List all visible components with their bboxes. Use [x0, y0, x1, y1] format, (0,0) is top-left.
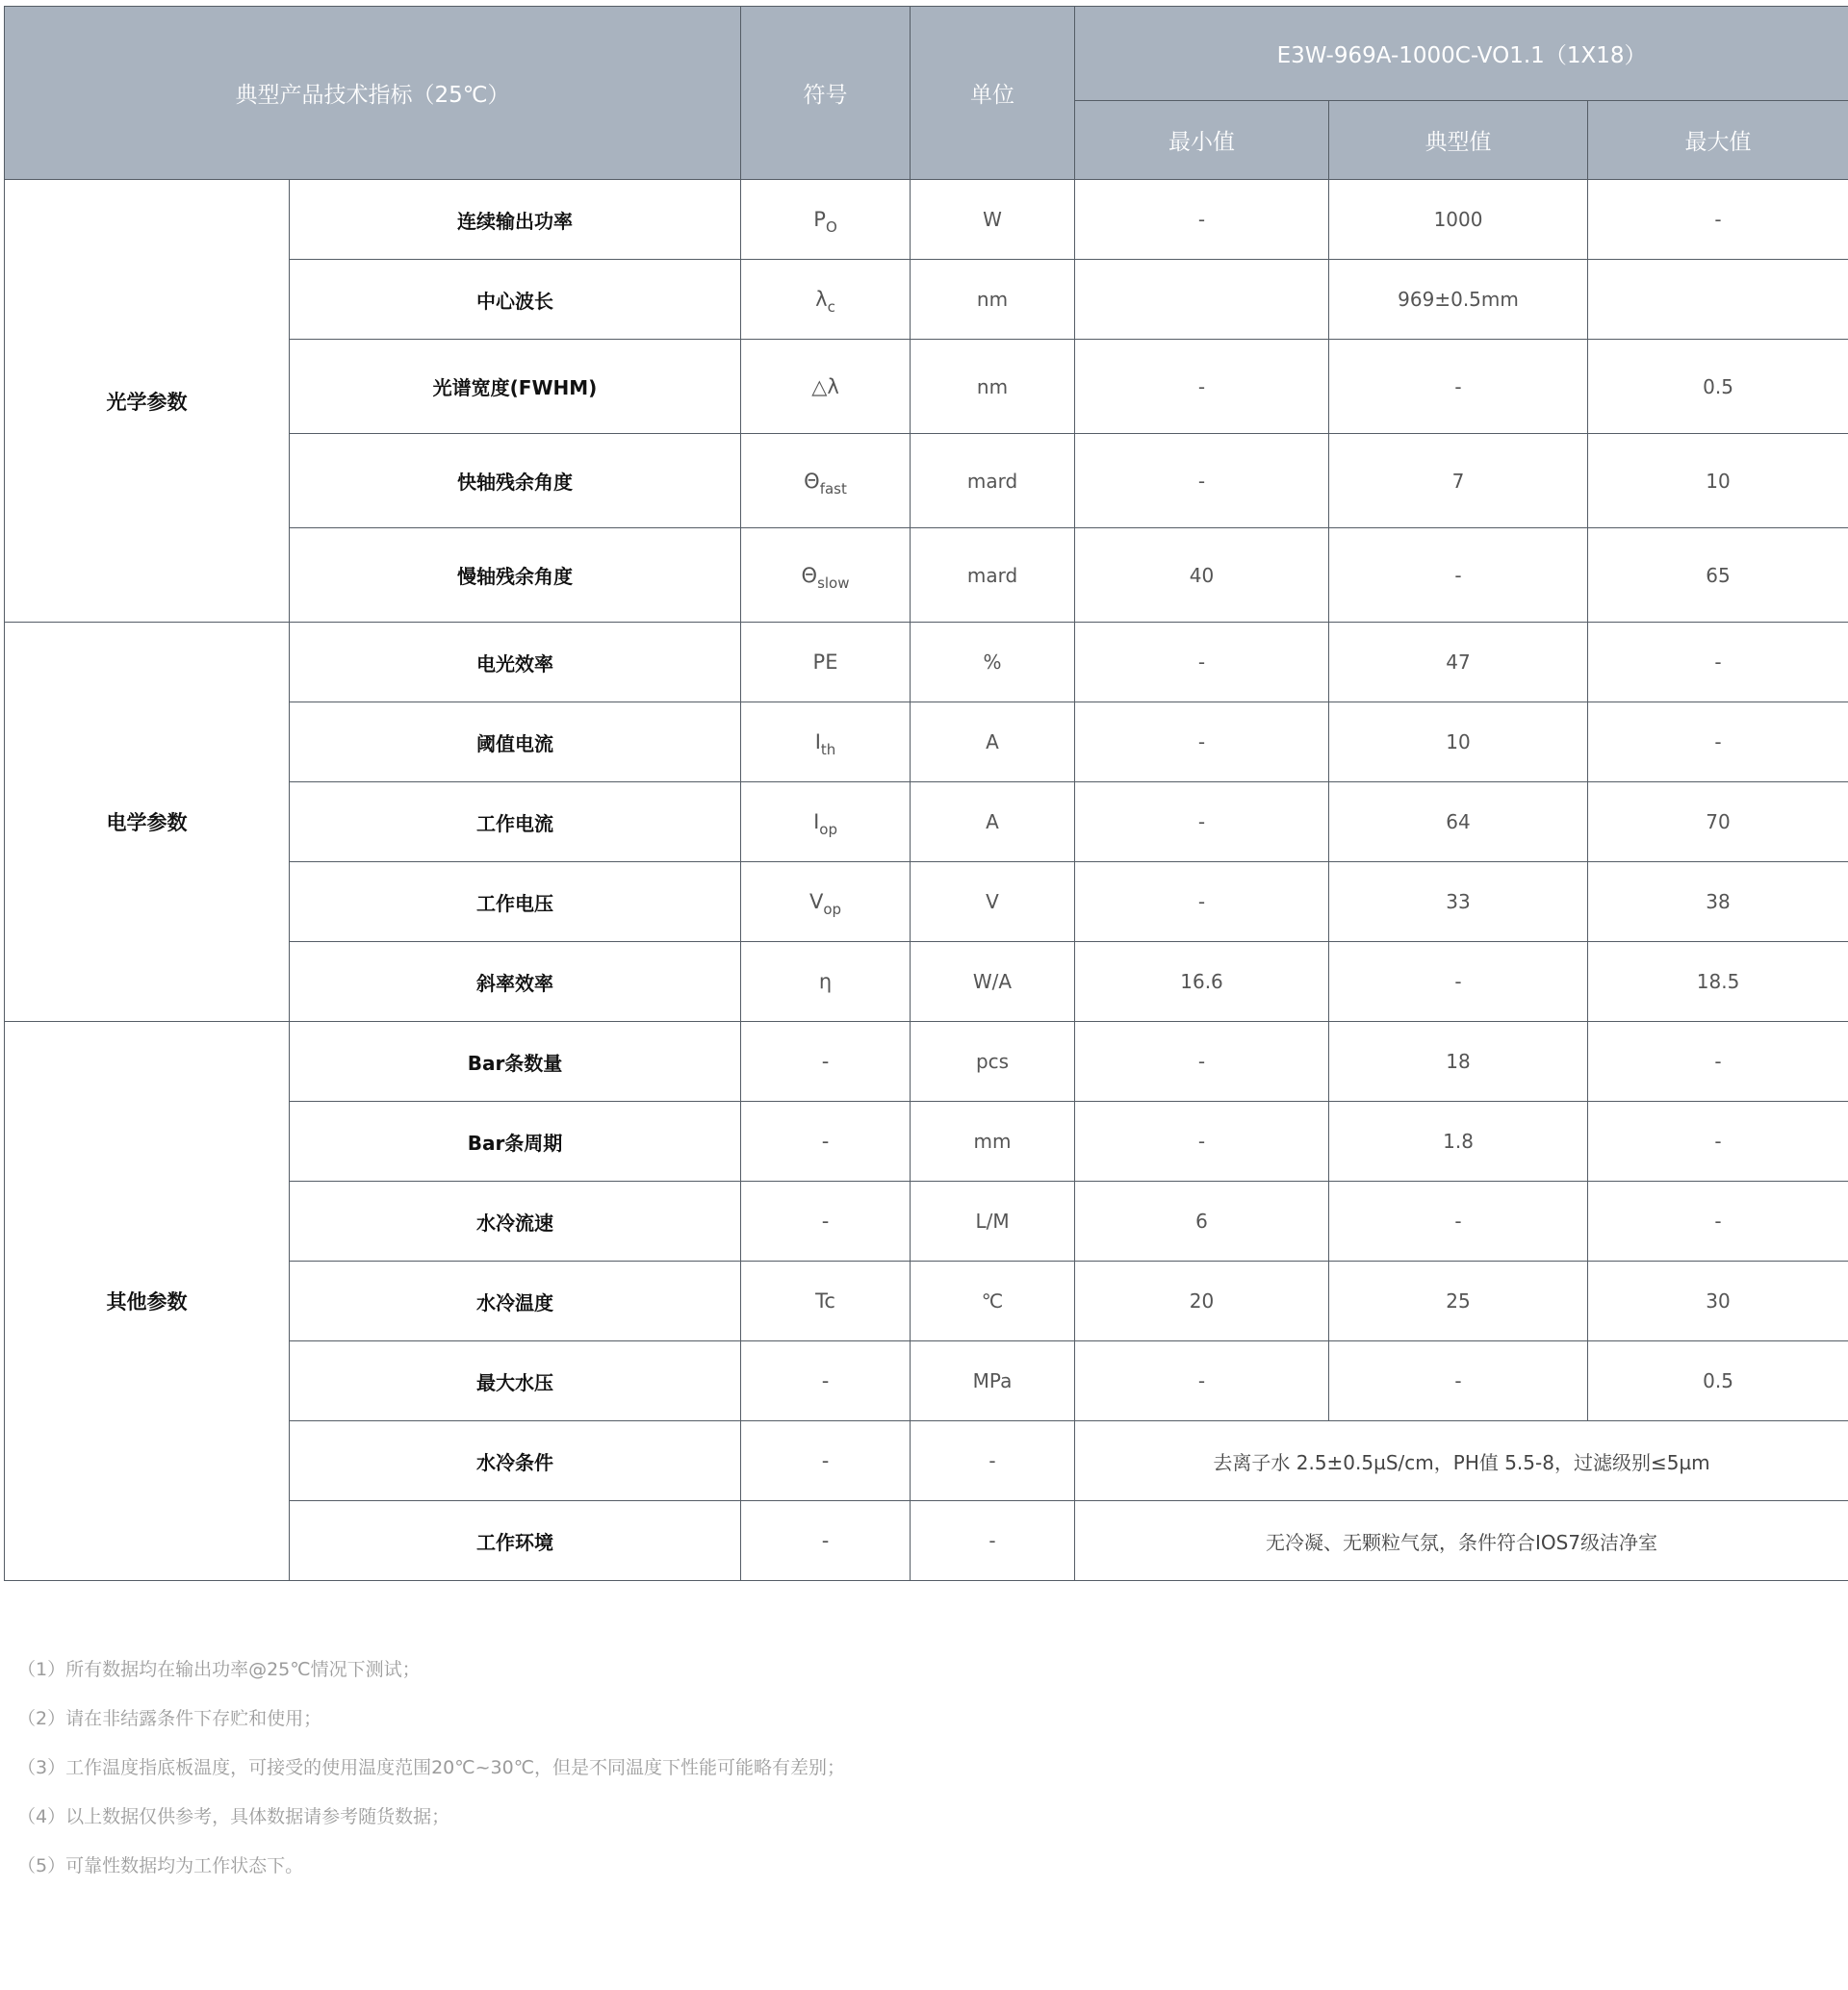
typ-cell: 7: [1329, 434, 1588, 528]
unit-cell: ℃: [911, 1262, 1075, 1341]
min-cell: 40: [1075, 528, 1329, 623]
symbol-cell: [741, 340, 911, 434]
symbol-main: Tc: [815, 1289, 835, 1313]
symbol-subscript: op: [819, 821, 837, 838]
symbol-main: η: [818, 970, 833, 993]
min-cell: -: [1075, 1102, 1329, 1182]
param-name: 电光效率: [290, 623, 741, 702]
typ-cell: -: [1329, 528, 1588, 623]
typ-cell: 969±0.5mm: [1329, 260, 1588, 340]
symbol-main: V: [808, 890, 824, 913]
unit-cell: A: [911, 782, 1075, 862]
param-name: 水冷流速: [290, 1182, 741, 1262]
typ-cell: 10: [1329, 702, 1588, 782]
param-name: 最大水压: [290, 1341, 741, 1421]
param-name: 工作电压: [290, 862, 741, 942]
min-cell: -: [1075, 434, 1329, 528]
table-row: [5, 623, 1848, 702]
unit-cell: -: [911, 1501, 1075, 1581]
unit-cell: MPa: [911, 1341, 1075, 1421]
param-name: 工作环境: [290, 1501, 741, 1581]
unit-cell: nm: [911, 260, 1075, 340]
typ-cell: 47: [1329, 623, 1588, 702]
unit-cell: mard: [911, 528, 1075, 623]
spec-table: [4, 6, 1848, 1581]
unit-cell: %: [911, 623, 1075, 702]
typ-cell: 33: [1329, 862, 1588, 942]
max-cell: -: [1588, 623, 1848, 702]
note-line: （3）工作温度指底板温度，可接受的使用温度范围20℃~30℃，但是不同温度下性能可能略有差别；: [17, 1757, 846, 1778]
param-name: 慢轴残余角度: [290, 528, 741, 623]
unit-cell: L/M: [911, 1182, 1075, 1262]
note-line: （5）可靠性数据均为工作状态下。: [17, 1855, 304, 1876]
param-name: 斜率效率: [290, 942, 741, 1022]
unit-cell: W/A: [911, 942, 1075, 1022]
typ-cell: 1.8: [1329, 1102, 1588, 1182]
water-cooling-condition: 去离子水 2.5±0.5µS/cm，PH值 5.5-8，过滤级别≤5µm: [1075, 1421, 1848, 1501]
symbol-cell: [741, 623, 911, 702]
max-cell: 30: [1588, 1262, 1848, 1341]
symbol-subscript: op: [823, 901, 842, 918]
min-cell: -: [1075, 180, 1329, 260]
symbol-subscript: fast: [819, 479, 847, 498]
min-cell: -: [1075, 340, 1329, 434]
max-cell: [1588, 260, 1848, 340]
symbol-cell: [741, 942, 911, 1022]
group-label-other: 其他参数: [5, 1022, 290, 1581]
symbol-cell: [741, 434, 911, 528]
max-cell: 70: [1588, 782, 1848, 862]
symbol-subscript: slow: [817, 574, 850, 592]
header-min: 最小值: [1075, 101, 1329, 180]
symbol-main: -: [821, 1130, 830, 1153]
unit-cell: -: [911, 1421, 1075, 1501]
header-unit: 单位: [911, 7, 1075, 180]
symbol-main: I: [814, 730, 821, 753]
symbol-main: -: [821, 1449, 830, 1472]
symbol-main: λ: [815, 288, 828, 311]
symbol-cell: [741, 1022, 911, 1102]
param-name: 中心波长: [290, 260, 741, 340]
max-cell: -: [1588, 1102, 1848, 1182]
unit-cell: mm: [911, 1102, 1075, 1182]
max-cell: 0.5: [1588, 340, 1848, 434]
param-name: 水冷条件: [290, 1421, 741, 1501]
table-row: [5, 180, 1848, 260]
symbol-subscript: c: [827, 298, 835, 316]
max-cell: -: [1588, 1022, 1848, 1102]
min-cell: -: [1075, 702, 1329, 782]
header-model: E3W-969A-1000C-VO1.1（1X18）: [1075, 7, 1848, 101]
unit-cell: V: [911, 862, 1075, 942]
max-cell: -: [1588, 180, 1848, 260]
group-label-electrical: 电学参数: [5, 623, 290, 1022]
min-cell: 16.6: [1075, 942, 1329, 1022]
min-cell: -: [1075, 1022, 1329, 1102]
header-spec-title: 典型产品技术指标（25℃）: [5, 7, 741, 180]
max-cell: -: [1588, 1182, 1848, 1262]
param-name: 阈值电流: [290, 702, 741, 782]
unit-cell: A: [911, 702, 1075, 782]
symbol-cell: [741, 862, 911, 942]
group-label-optical: 光学参数: [5, 180, 290, 623]
header-symbol: 符号: [741, 7, 911, 180]
note-line: （4）以上数据仅供参考，具体数据请参考随货数据；: [17, 1806, 450, 1827]
header-typ: 典型值: [1329, 101, 1588, 180]
param-name: 连续输出功率: [290, 180, 741, 260]
symbol-cell: [741, 260, 911, 340]
symbol-cell: [741, 1501, 911, 1581]
header-max: 最大值: [1588, 101, 1848, 180]
typ-cell: 1000: [1329, 180, 1588, 260]
table-row: [5, 1022, 1848, 1102]
typ-cell: -: [1329, 1182, 1588, 1262]
min-cell: -: [1075, 623, 1329, 702]
symbol-subscript: O: [825, 218, 837, 236]
working-environment: 无冷凝、无颗粒气氛，条件符合IOS7级洁净室: [1075, 1501, 1848, 1581]
typ-cell: 25: [1329, 1262, 1588, 1341]
symbol-cell: [741, 782, 911, 862]
symbol-cell: [741, 1262, 911, 1341]
param-name: Bar条周期: [290, 1102, 741, 1182]
max-cell: 18.5: [1588, 942, 1848, 1022]
max-cell: 0.5: [1588, 1341, 1848, 1421]
symbol-main: P: [813, 208, 826, 231]
param-name: 光谱宽度(FWHM): [290, 340, 741, 434]
typ-cell: -: [1329, 340, 1588, 434]
symbol-cell: [741, 528, 911, 623]
symbol-cell: [741, 1421, 911, 1501]
unit-cell: pcs: [911, 1022, 1075, 1102]
symbol-main: -: [821, 1369, 830, 1392]
symbol-main: -: [821, 1210, 830, 1233]
notes-section: [17, 1646, 1827, 1891]
symbol-main: -: [821, 1529, 830, 1552]
symbol-main: -: [821, 1050, 830, 1073]
symbol-cell: [741, 180, 911, 260]
note-line: （2）请在非结露条件下存贮和使用；: [17, 1708, 322, 1729]
unit-cell: mard: [911, 434, 1075, 528]
symbol-main: PE: [812, 651, 838, 674]
note-line: （1）所有数据均在输出功率@25℃情况下测试；: [17, 1659, 421, 1680]
symbol-main: Θ: [804, 469, 820, 493]
symbol-cell: [741, 1102, 911, 1182]
max-cell: 10: [1588, 434, 1848, 528]
symbol-main: I: [813, 810, 820, 833]
symbol-main: Θ: [801, 563, 818, 587]
param-name: Bar条数量: [290, 1022, 741, 1102]
param-name: 工作电流: [290, 782, 741, 862]
typ-cell: 18: [1329, 1022, 1588, 1102]
typ-cell: -: [1329, 1341, 1588, 1421]
max-cell: 65: [1588, 528, 1848, 623]
min-cell: -: [1075, 782, 1329, 862]
max-cell: 38: [1588, 862, 1848, 942]
typ-cell: -: [1329, 942, 1588, 1022]
min-cell: -: [1075, 1341, 1329, 1421]
symbol-subscript: th: [820, 741, 836, 758]
symbol-cell: [741, 1182, 911, 1262]
min-cell: [1075, 260, 1329, 340]
unit-cell: nm: [911, 340, 1075, 434]
min-cell: 20: [1075, 1262, 1329, 1341]
param-name: 水冷温度: [290, 1262, 741, 1341]
max-cell: -: [1588, 702, 1848, 782]
min-cell: 6: [1075, 1182, 1329, 1262]
typ-cell: 64: [1329, 782, 1588, 862]
min-cell: -: [1075, 862, 1329, 942]
unit-cell: W: [911, 180, 1075, 260]
symbol-main: △λ: [811, 374, 839, 398]
param-name: 快轴残余角度: [290, 434, 741, 528]
symbol-cell: [741, 702, 911, 782]
symbol-cell: [741, 1341, 911, 1421]
